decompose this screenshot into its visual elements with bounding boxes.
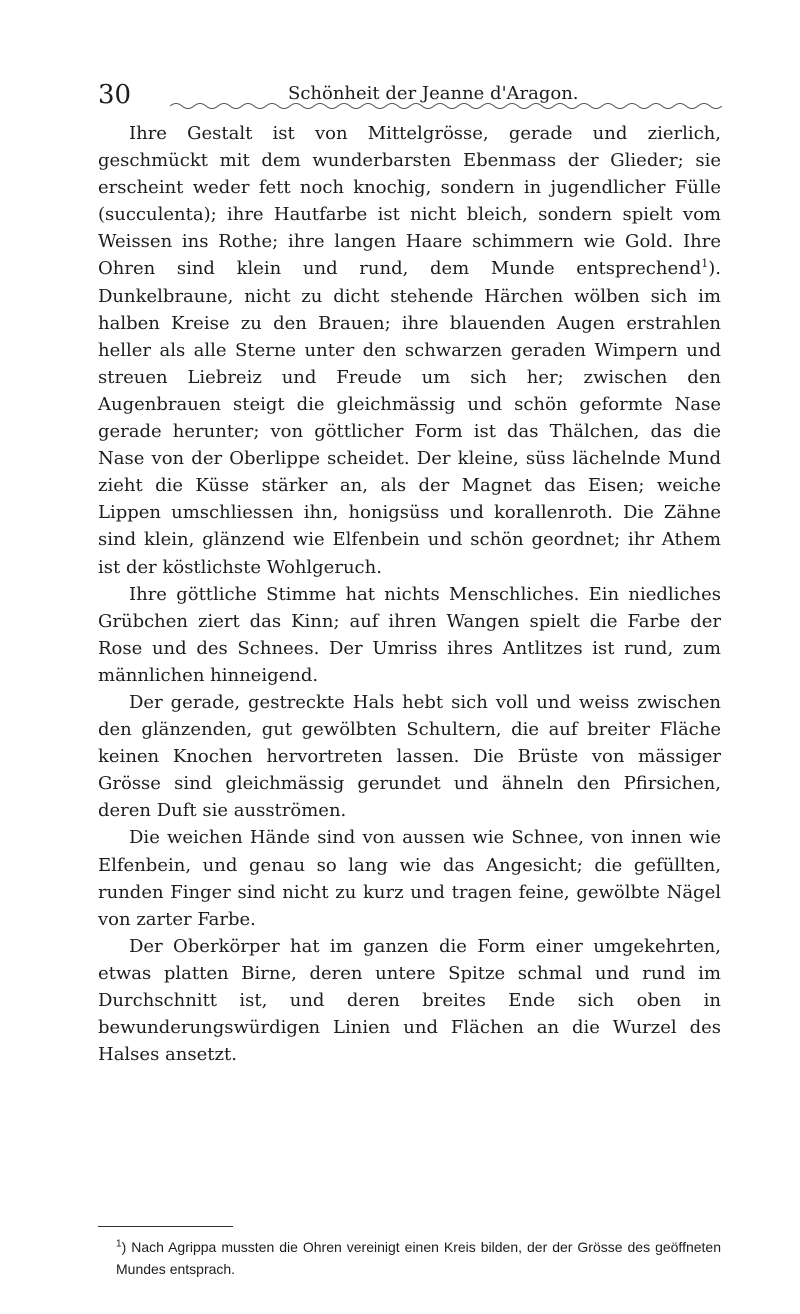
footnote-mark: 1	[116, 1238, 122, 1250]
paragraph-1	[98, 120, 721, 581]
footnote	[98, 1236, 721, 1280]
footnote-separator	[98, 1226, 233, 1227]
page-number: 30	[98, 80, 132, 110]
paragraph-1-text: Ihre Gestalt ist von Mittelgrösse, gerade und zierlich, geschmückt mit dem wunderbarsten Ebenmass der Glieder; sie erscheint weder fett noch knochig, sondern in jugendlicher Fülle (succulenta); ihre Hautfarbe ist nicht bleich, sondern spielt vom Weissen ins Rothe; ihre langen Haare schimmern wie Gold. Ihre Ohren sind klein und rund, dem Munde entsprechend	[98, 123, 721, 280]
header-ornament-rule	[170, 100, 728, 112]
footnote-reference[interactable]: 1	[701, 257, 709, 271]
footnote-text: ) Nach Agrippa mussten die Ohren vereinigt einen Kreis bilden, der der Grösse des geöffneten Mundes entsprach.	[116, 1239, 721, 1277]
paragraph-3: Der gerade, gestreckte Hals hebt sich voll und weiss zwischen den glänzenden, gut gewölbten Schultern, die auf breiter Fläche keinen Knochen hervortreten lassen. Die Brüste von mässiger Grösse sind gleichmässig gerundet und ähneln den Pfirsichen, deren Duft sie ausströmen.	[98, 691, 721, 822]
paragraph-2: Ihre göttliche Stimme hat nichts Menschliches. Ein niedliches Grübchen ziert das Kinn; auf ihren Wangen spielt die Farbe der Rose und des Schnees. Der Umriss ihres Antlitzes ist rund, zum männlichen hinneigend.	[98, 583, 721, 686]
running-head: Schönheit der Jeanne d'Aragon.	[288, 83, 579, 104]
paragraph-1-continuation: ). Dunkelbraune, nicht zu dicht stehende Härchen wölben sich im halben Kreise zu den Brauen; ihre blauenden Augen erstrahlen heller als alle Sterne unter den schwarzen geraden Wimpern und streuen Liebreiz und Freude um sich her; zwischen den Augenbrauen steigt die gleichmässig und schön geformte Nase gerade herunter; von göttlicher Form ist das Thälchen, das die Nase von der Oberlippe scheidet. Der kleine, süss lächelnde Mund zieht die Küsse stärker an, als der Magnet das Eisen; weiche Lippen umschliessen ihn, honigsüss und korallenroth. Die Zähne sind klein, glänzend wie Elfenbein und schön geordnet; ihr Athem ist der köstlichste Wohlgeruch.	[98, 258, 721, 578]
body-text	[98, 120, 721, 1068]
paragraph-5: Der Oberkörper hat im ganzen die Form einer umgekehrten, etwas platten Birne, deren untere Spitze schmal und rund im Durchschnitt ist, und deren breites Ende sich oben in bewunderungswürdigen Linien und Flächen an die Wurzel des Halses ansetzt.	[98, 935, 721, 1066]
paragraph-4: Die weichen Hände sind von aussen wie Schnee, von innen wie Elfenbein, und genau so lang wie das Angesicht; die gefüllten, runden Finger sind nicht zu kurz und tragen feine, gewölbte Nägel von zarter Farbe.	[98, 827, 721, 930]
